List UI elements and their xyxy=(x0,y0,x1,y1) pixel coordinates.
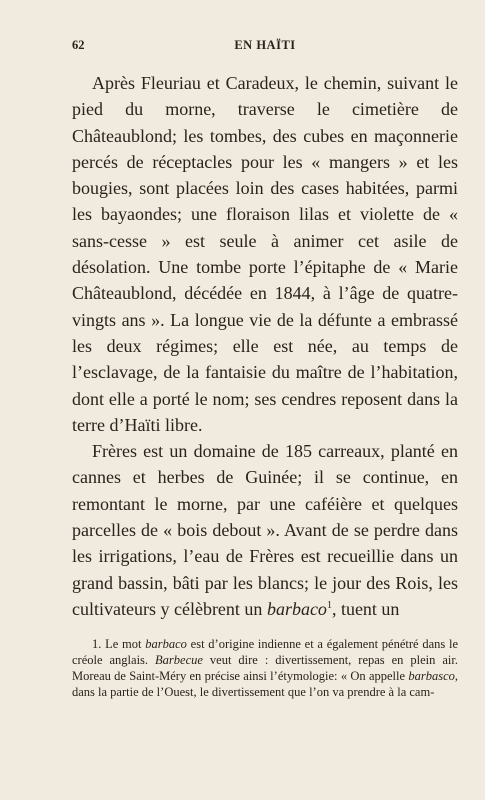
paragraph: Après Fleuriau et Caradeux, le chemin, suivant le pied du morne, traverse le cimetière de Châteaublond; les tombes, des cubes en maçonnerie percés de réceptacles pour les « mangers » et les bougies, sont placées loin des cases habitées, parmi les bayaondes; une floraison lilas et violette de « sans-cesse » est seule à animer cet asile de désolation. Une tombe porte l’épitaphe de « Marie Châteaublond, décédée en 1844, à l’âge de quatre-vingts ans ». La longue vie de la défunte a embrassé les deux régimes; elle est née, au temps de l’esclavage, de la fantaisie du maître de l’habitation, dont elle a porté le nom; ses cendres reposent dans la terre d’Haïti libre. xyxy=(72,73,458,435)
footnote-text xyxy=(72,636,458,700)
running-title: EN HAÏTI xyxy=(234,38,296,52)
paragraph-text: , tuent un xyxy=(331,598,400,619)
italic-term: barbasco xyxy=(408,669,455,683)
footnote-marker: 1 xyxy=(326,599,332,611)
footnote-text-part: Le mot xyxy=(101,637,146,651)
footnote-number: 1. xyxy=(92,637,102,651)
italic-term: barbaco xyxy=(266,598,327,619)
footnote-text-part: est d’origine indienne et a également pénétré dans le créole anglais. xyxy=(72,637,459,667)
body-text xyxy=(72,70,458,622)
italic-term: barbaco xyxy=(145,637,187,651)
running-head xyxy=(72,38,458,54)
paragraph xyxy=(72,438,458,622)
footnote-text-part: veut dire : divertissement, repas en plein air. Moreau de Saint-Méry en précise ainsi l’étymologie: « On appelle xyxy=(72,653,458,683)
paragraph-text: Frères est un domaine de 185 carreaux, planté en cannes et herbes de Guinée; il se continue, en remontant le morne, par une caféière et quelques parcelles de « bois debout ». Avant de se perdre dans les irrigations, l’eau de Frères est recueillie dans un grand bassin, bâti par les blancs; le jour des Rois, les cultivateurs y célèbrent un xyxy=(72,441,458,619)
italic-term: Barbecue xyxy=(155,653,203,667)
footnote-text-part: , dans la partie de l’Ouest, le divertissement que l’on va prendre à la cam- xyxy=(72,669,458,699)
page-number: 62 xyxy=(72,38,85,52)
footnote xyxy=(72,636,458,700)
